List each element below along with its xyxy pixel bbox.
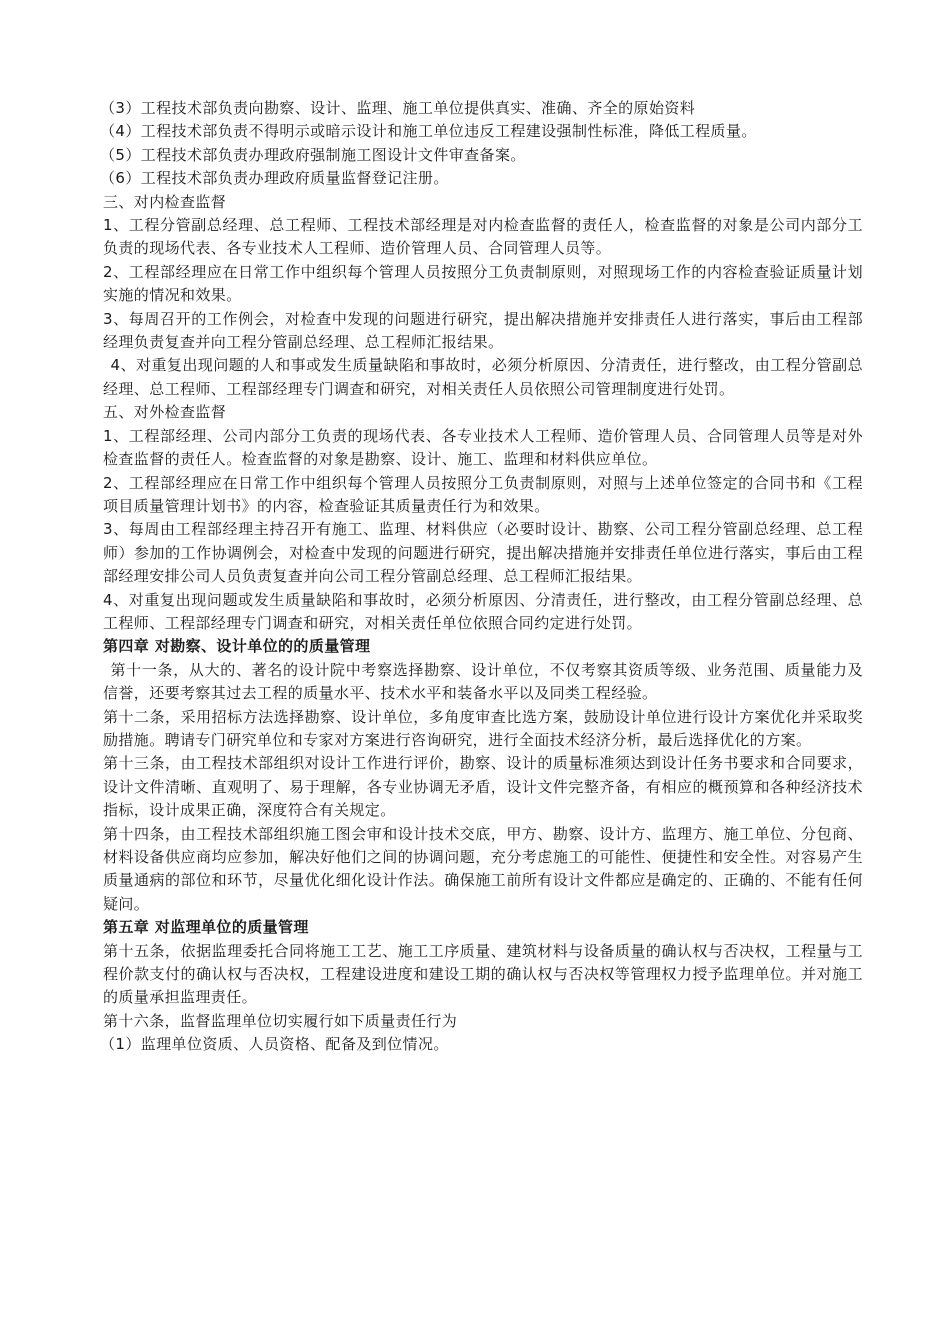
paragraph: 第十二条，采用招标方法选择勘察、设计单位，多角度审查比选方案，鼓励设计单位进行设计方案优化并采取奖励措施。聘请专门研究单位和专家对方案进行咨询研究，进行全面技术经济分析，最后选择优化的方案。 <box>103 707 863 749</box>
section-heading: 三、对内检查监督 <box>103 192 227 211</box>
paragraph: 第十一条，从大的、著名的设计院中考察选择勘察、设计单位，不仅考察其资质等级、业务范围、质量能力及信誉，还要考察其过去工程的质量水平、技术水平和装备水平以及同类工程经验。 <box>103 660 863 703</box>
paragraph: 4、对重复出现问题的人和事或发生质量缺陷和事故时，必须分析原因、分清责任，进行整改，由工程分管副总经理、总工程师、工程部经理专门调查和研究，对相关责任人员依照公司管理制度进行处罚。 <box>103 356 863 398</box>
paragraph: （4）工程技术部负责不得明示或暗示设计和施工单位违反工程建设强制性标准，降低工程质量。 <box>100 122 757 141</box>
paragraph: 2、工程部经理应在日常工作中组织每个管理人员按照分工负责制原则，对照现场工作的内容检查验证质量计划实施的情况和效果。 <box>103 262 863 305</box>
paragraph: 3、每周由工程部经理主持召开有施工、监理、材料供应（必要时设计、勘察、公司工程分管副总经理、总工程师）参加的工作协调例会，对检查中发现的问题进行研究，提出解决措施并安排责任单位进行落实，事后由工程部经理安排公司人员负责复查并向公司工程分管副总经理、总工程师汇报结果。 <box>103 520 863 586</box>
document-page <box>100 97 863 1057</box>
paragraph: （6）工程技术部负责办理政府质量监督登记注册。 <box>100 169 449 188</box>
paragraph: 3、每周召开的工作例会，对检查中发现的问题进行研究，提出解决措施并安排责任人进行落实，事后由工程部经理负责复查并向工程分管副总经理、总工程师汇报结果。 <box>103 309 863 352</box>
chapter-heading: 第五章 对监理单位的质量管理 <box>103 918 309 937</box>
paragraph: 2、工程部经理应在日常工作中组织每个管理人员按照分工负责制原则，对照与上述单位签定的合同书和《工程项目质量管理计划书》的内容，检查验证其质量责任行为和效果。 <box>103 473 863 515</box>
paragraph: （3）工程技术部负责向勘察、设计、监理、施工单位提供真实、准确、齐全的原始资料 <box>100 99 696 117</box>
paragraph: （5）工程技术部负责办理政府强制施工图设计文件审查备案。 <box>100 145 526 164</box>
paragraph: 1、工程部经理、公司内部分工负责的现场代表、各专业技术人工程师、造价管理人员、合同管理人员等是对外检查监督的责任人。检查监督的对象是勘察、设计、施工、监理和材料供应单位。 <box>103 426 863 469</box>
paragraph: 第十六条，监督监理单位切实履行如下质量责任行为 <box>103 1011 458 1030</box>
chapter-heading: 第四章 对勘察、设计单位的的质量管理 <box>103 637 371 656</box>
paragraph: 1、工程分管副总经理、总工程师、工程技术部经理是对内检查监督的责任人，检查监督的对象是公司内部分工负责的现场代表、各专业技术人工程师、造价管理人员、合同管理人员等。 <box>103 216 863 258</box>
section-heading: 五、对外检查监督 <box>103 403 227 422</box>
paragraph: 第十五条，依据监理委托合同将施工工艺、施工工序质量、建筑材料与设备质量的确认权与否决权，工程量与工程价款支付的确认权与否决权，工程建设进度和建设工期的确认权与否决权等管理权力授予监理单位。并对施工的质量承担监理责任。 <box>103 941 863 1007</box>
paragraph: 第十三条，由工程技术部组织对设计工作进行评价，勘察、设计的质量标准须达到设计任务书要求和合同要求，设计文件清晰、直观明了、易于理解，各专业协调无矛盾，设计文件完整齐备，有相应的概预算和各种经济技术指标，设计成果正确，深度符合有关规定。 <box>103 754 863 820</box>
paragraph: （1）监理单位资质、人员资格、配备及到位情况。 <box>100 1035 449 1054</box>
paragraph: 第十四条，由工程技术部组织施工图会审和设计技术交底，甲方、勘察、设计方、监理方、施工单位、分包商、材料设备供应商均应参加，解决好他们之间的协调问题，充分考虑施工的可能性、便捷性和安全性。对容易产生质量通病的部位和环节，尽量优化细化设计作法。确保施工前所有设计文件都应是确定的、正确的、不能有任何疑问。 <box>103 824 863 913</box>
paragraph: 4、对重复出现问题或发生质量缺陷和事故时，必须分析原因、分清责任，进行整改，由工程分管副总经理、总工程师、工程部经理专门调查和研究，对相关责任单位依照合同约定进行处罚。 <box>103 590 863 632</box>
